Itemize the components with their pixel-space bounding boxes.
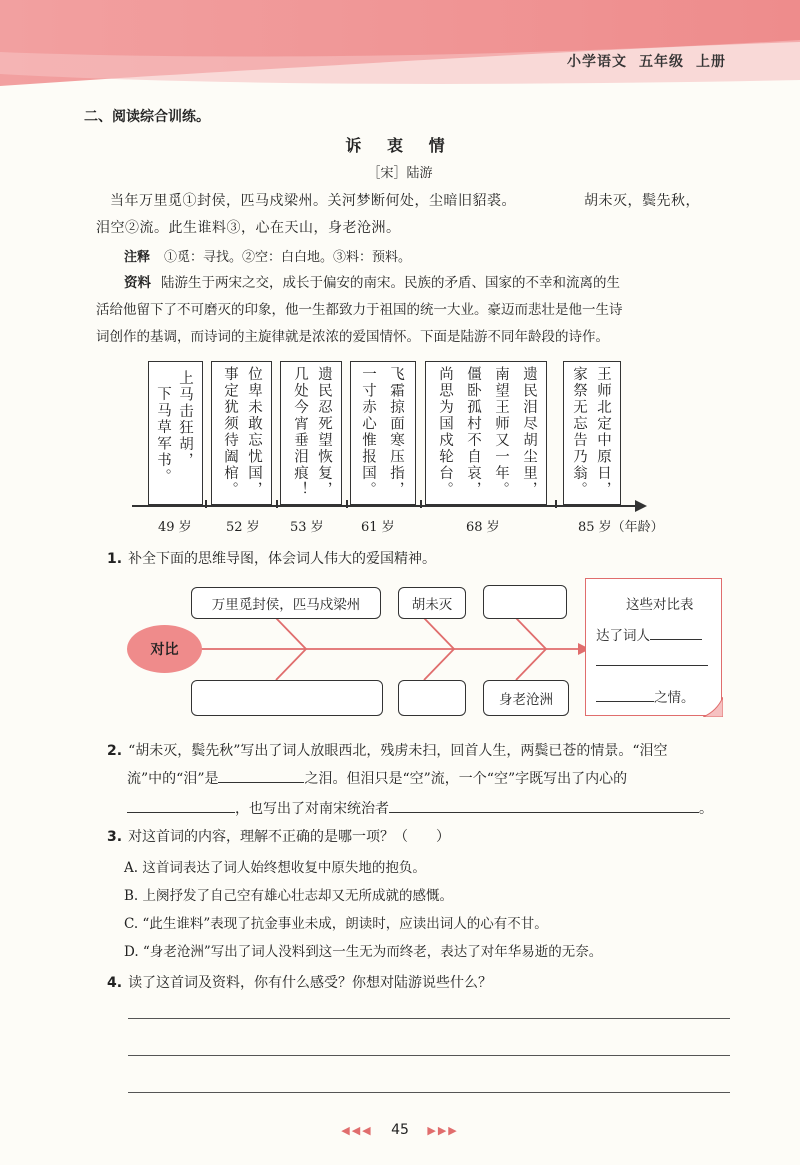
q2-text-2a: 流”中的“泪”是 — [127, 771, 219, 787]
mindmap-box-top-1: 万里觅封侯，匹马戍梁州 — [191, 587, 381, 619]
q1-text: 补全下面的思维导图，体会词人伟大的爱国精神。 — [128, 551, 437, 567]
header-label — [555, 51, 726, 71]
q4-number: 4. — [107, 975, 123, 991]
poem-line1b: 胡未灭，鬓先秋， — [584, 193, 700, 209]
poem-column: 遗民泪尽胡尘里， — [521, 366, 537, 498]
poem-column: 家祭无忘告乃翁。 — [571, 366, 587, 498]
q2-line-3 — [127, 796, 747, 822]
poem-column: 几处今宵垂泪痕！ — [292, 366, 308, 498]
mindmap-center: 对比 — [127, 625, 202, 673]
timeline-tick — [420, 500, 422, 508]
q2-text-2b: 之泪。但泪只是“空”流，一个“空”字既写出了内心的 — [304, 771, 628, 787]
mindmap-box-top-3-blank[interactable] — [483, 585, 567, 619]
page-footer — [0, 1122, 800, 1138]
age-label: 85 岁（年龄） — [578, 520, 664, 535]
question-4 — [107, 970, 727, 996]
card-line-1: 这些对比表 — [626, 597, 694, 613]
page-number: 45 — [391, 1122, 409, 1138]
card-line-3 — [596, 685, 695, 706]
next-arrows-icon: ▶▶▶ — [427, 1124, 459, 1137]
poem-line1: 当年万里觅①封侯，匹马戍梁州。关河梦断何处，尘暗旧貂裘。 — [110, 193, 516, 209]
question-3 — [107, 824, 727, 850]
mindmap-box-bottom-3: 身老沧洲 — [483, 680, 569, 716]
q2-line-2 — [127, 766, 747, 792]
poem-column: 位卑未敢忘忧国， — [246, 366, 262, 498]
q2-blank-1[interactable] — [218, 766, 304, 783]
q2-text-3b: 。 — [699, 801, 713, 817]
poem-author: ［宋］陆游 — [367, 166, 433, 181]
header-volume: 上册 — [696, 54, 726, 70]
poem-line2: 泪空②流。此生谁料③，心在天山，身老沧洲。 — [96, 220, 401, 236]
notes — [124, 246, 411, 265]
card-blank-2[interactable] — [596, 665, 708, 666]
q3-option-a[interactable]: A. 这首词表达了词人始终想收复中原失地的抱负。 — [124, 860, 426, 876]
q3-number: 3. — [107, 829, 123, 845]
answer-line[interactable] — [128, 1092, 730, 1093]
poem-box-52 — [211, 361, 272, 505]
page-curl-icon — [703, 697, 723, 717]
timeline-tick — [205, 500, 207, 508]
timeline-arrow-icon — [635, 500, 647, 512]
mindmap-box-top-2: 胡未灭 — [398, 587, 466, 619]
poem-box-53 — [280, 361, 342, 505]
q2-blank-3[interactable] — [389, 796, 699, 813]
mindmap-box-bottom-2-blank[interactable] — [398, 680, 466, 716]
q3-option-d[interactable]: D. “身老沧洲”写出了词人没料到这一生无为而终老，表达了对年华易逝的无奈。 — [124, 944, 603, 960]
material-line3: 词创作的基调，而诗词的主旋律就是浓浓的爱国情怀。下面是陆游不同年龄段的诗作。 — [96, 329, 609, 345]
q3-option-b[interactable]: B. 上阕抒发了自己空有雄心壮志却又无所成就的感慨。 — [124, 888, 454, 904]
poem-column: 上马击狂胡， — [177, 370, 193, 469]
timeline-tick — [276, 500, 278, 508]
poem-title: 诉 衷 情 — [345, 136, 455, 155]
poem-column: 下马草军书。 — [155, 386, 171, 485]
question-2 — [107, 738, 727, 764]
timeline-tick — [346, 500, 348, 508]
age-label: 53 岁 — [290, 520, 324, 535]
answer-line[interactable] — [128, 1055, 730, 1056]
q2-number: 2. — [107, 743, 123, 759]
age-label: 68 岁 — [466, 520, 500, 535]
q2-blank-2[interactable] — [127, 796, 235, 813]
question-1 — [107, 546, 727, 572]
poem-box-85 — [563, 361, 621, 505]
timeline-axis — [132, 505, 637, 507]
card-line-3-text: 之情。 — [654, 690, 695, 706]
mindmap-box-bottom-1-blank[interactable] — [191, 680, 383, 716]
prev-arrows-icon: ◀◀◀ — [341, 1124, 373, 1137]
card-blank-3[interactable] — [596, 685, 654, 702]
poem-column: 南望王师又一年。 — [493, 366, 509, 498]
card-blank-1[interactable] — [650, 623, 702, 640]
q3-option-c[interactable]: C. “此生谁料”表现了抗金事业未成，朗读时，应读出词人的心有不甘。 — [124, 916, 548, 932]
header-band — [0, 0, 800, 90]
poem-box-61 — [350, 361, 416, 505]
poem-box-49 — [148, 361, 203, 505]
card-line-2-text: 达了词人 — [596, 628, 650, 644]
poem-column: 事定犹须待阖棺。 — [222, 366, 238, 498]
poem-column: 遗民忍死望恢复， — [316, 366, 332, 498]
q1-number: 1. — [107, 551, 123, 567]
q3-text: 对这首词的内容，理解不正确的是哪一项？（ ） — [128, 829, 451, 845]
q2-text-3a: ，也写出了对南宋统治者 — [235, 801, 389, 817]
answer-line[interactable] — [128, 1018, 730, 1019]
header-subject: 小学语文 — [567, 54, 627, 70]
material-line2: 活给他留下了不可磨灭的印象，他一生都致力于祖国的统一大业。豪迈而悲壮是他一生诗 — [96, 302, 623, 318]
card-line-2 — [596, 623, 702, 644]
header-grade: 五年级 — [639, 54, 684, 70]
q2-text-1: “胡未灭，鬓先秋”写出了词人放眼西北，残虏未扫，回首人生，两鬓已苍的情景。“泪空 — [128, 743, 668, 759]
poem-column: 一寸赤心惟报国。 — [360, 366, 376, 498]
notes-text: ①觅：寻找。②空：白白地。③料：预料。 — [164, 250, 412, 265]
notes-label: 注释 — [124, 250, 151, 265]
age-label: 61 岁 — [361, 520, 395, 535]
poem-column: 尚思为国戍轮台。 — [437, 366, 453, 498]
age-label: 49 岁 — [158, 520, 192, 535]
q4-text: 读了这首词及资料，你有什么感受？你想对陆游说些什么？ — [128, 975, 493, 991]
poem-box-68 — [425, 361, 547, 505]
material-label: 资料 — [124, 275, 151, 291]
poem-column: 僵卧孤村不自哀， — [465, 366, 481, 498]
material-text-1: 陆游生于两宋之交，成长于偏安的南宋。民族的矛盾、国家的不幸和流离的生 — [161, 275, 620, 291]
age-label: 52 岁 — [226, 520, 260, 535]
section-title: 二、阅读综合训练。 — [84, 109, 210, 125]
timeline-tick — [555, 500, 557, 508]
poem-column: 王师北定中原日， — [595, 366, 611, 498]
mindmap-summary-card — [585, 578, 722, 716]
poem-column: 飞霜掠面寒压指， — [388, 366, 404, 498]
material-line1 — [124, 270, 724, 296]
